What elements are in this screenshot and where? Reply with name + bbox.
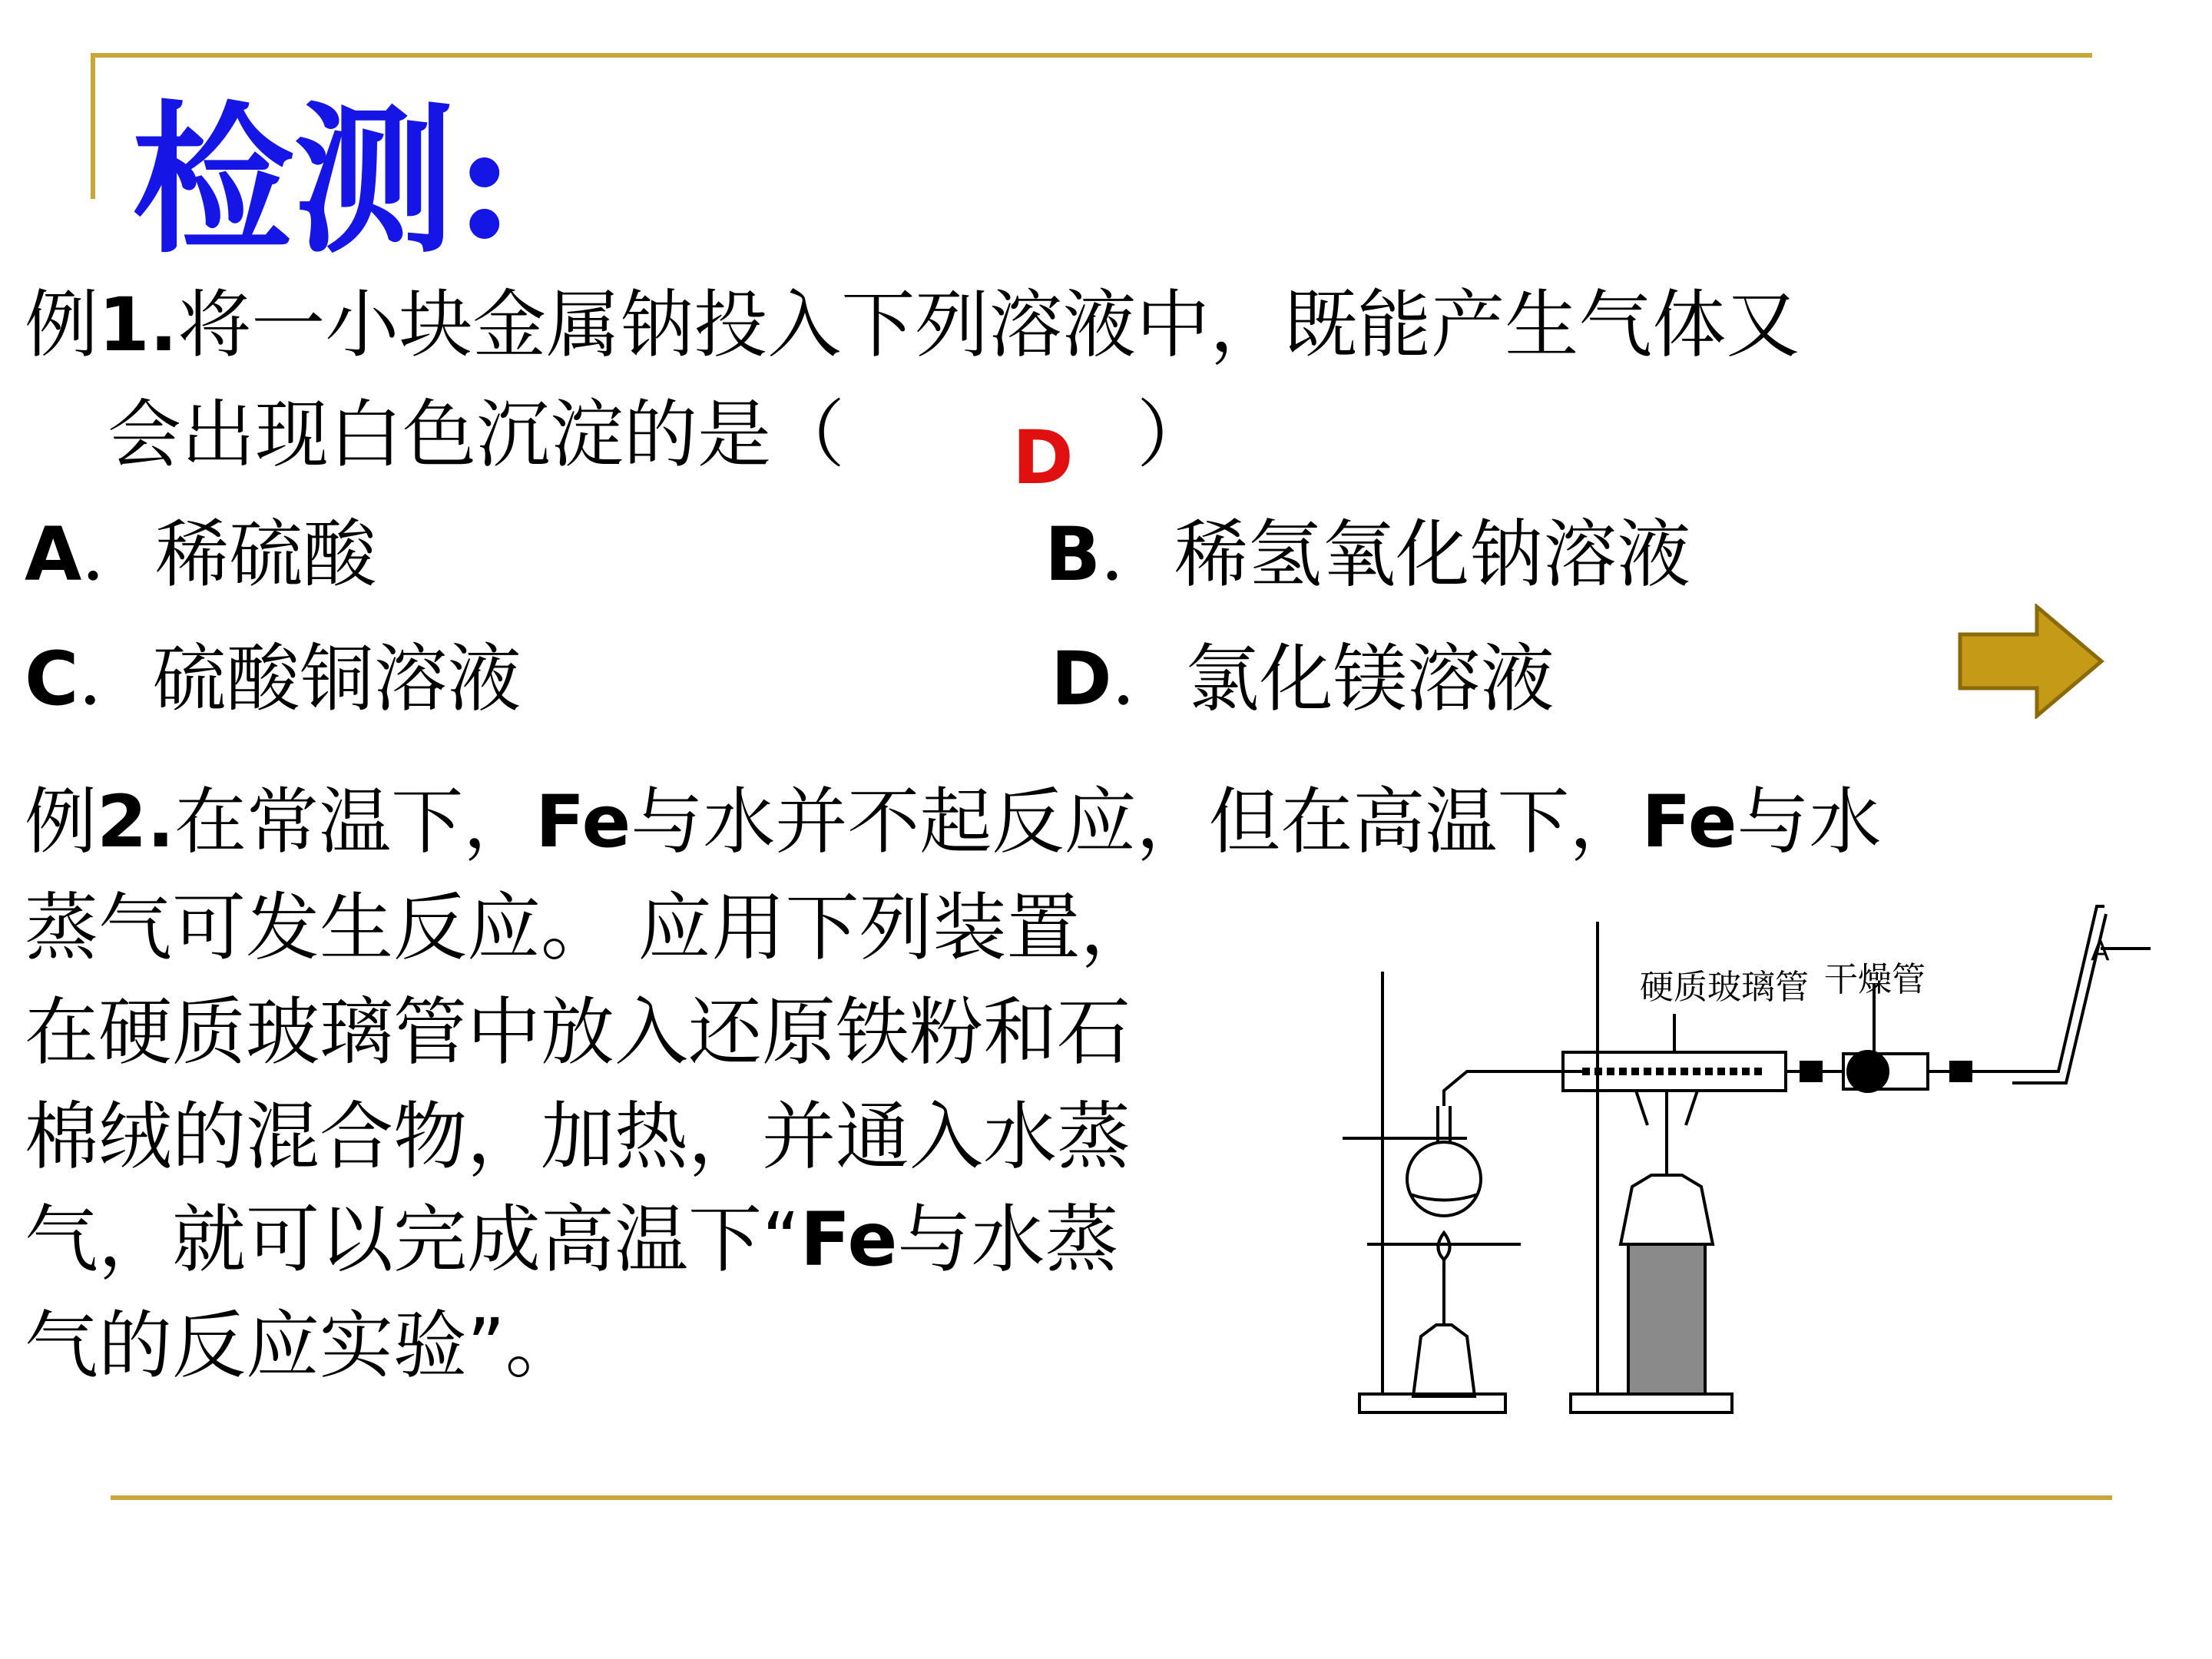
q2-l5-a: 气，就可以完成高温下“ (25, 1197, 800, 1283)
q2-line4: 棉绒的混合物，加热，并通入水蒸 (25, 1094, 1131, 1180)
q2-l5-fe: Fe (800, 1197, 898, 1283)
q2-line5 (25, 1197, 1119, 1283)
q2-line1 (25, 780, 1882, 864)
right-lamp (1621, 1175, 1713, 1244)
gray-block (1628, 1244, 1705, 1394)
q2-line3: 在硬质玻璃管中放入还原铁粉和石 (25, 989, 1131, 1075)
option-d (1051, 636, 1555, 722)
label-drying-tube: 干燥管 (1824, 960, 1926, 999)
slide-title: 检测: (132, 85, 515, 275)
option-b-letter: B (1045, 512, 1101, 598)
label-a: A (2091, 935, 2110, 967)
round-flask (1407, 1142, 1481, 1216)
q2-text-a: 在常温下， (174, 780, 536, 864)
next-arrow-icon[interactable] (1957, 604, 2106, 719)
q1-text-1: 将一小块金属钠投入下列溶液中，既能产生气体又 (177, 282, 1800, 368)
q1-text-2: 会出现白色沉淀的是（ (108, 392, 845, 478)
q2-fe-2: Fe (1641, 780, 1737, 864)
option-a-letter: A (25, 512, 82, 598)
q1-close-paren: ） (1137, 392, 1210, 478)
q2-fe-1: Fe (535, 780, 631, 864)
q2-text-c: 与水 (1737, 780, 1882, 864)
q2-line6: 气的反应实验”。 (25, 1303, 579, 1389)
q1-line1 (25, 282, 1800, 368)
option-c-text: ．硫酸铜溶液 (78, 636, 522, 722)
right-stand-base (1571, 1394, 1732, 1412)
q1-line2 (108, 392, 845, 478)
top-rule (91, 53, 2092, 58)
apparatus-diagram (1336, 883, 2151, 1429)
label-hard-glass-tube: 硬质玻璃管 (1640, 968, 1809, 1007)
bottom-rule (111, 1495, 2112, 1500)
option-b (1045, 512, 1691, 598)
left-lamp (1413, 1325, 1475, 1396)
q2-number: 2. (97, 780, 175, 864)
q2-l5-b: 与水蒸 (897, 1197, 1119, 1283)
option-b-text: ．稀氢氧化钠溶液 (1101, 512, 1691, 598)
left-rule (91, 53, 95, 199)
option-a-text: ．稀硫酸 (81, 512, 377, 598)
option-c (25, 636, 522, 722)
q2-text-b: 与水并不起反应，但在高温下， (631, 780, 1642, 864)
q2-prefix: 例 (25, 780, 98, 864)
q1-answer: D (1012, 415, 1074, 501)
q1-prefix: 例 (25, 282, 98, 368)
q1-number: 1. (98, 282, 178, 368)
option-a (25, 512, 377, 598)
option-d-letter: D (1051, 636, 1112, 722)
q2-line2: 蒸气可发生反应。 应用下列装置， (25, 885, 1154, 971)
option-d-text: ．氯化镁溶液 (1111, 636, 1555, 722)
option-c-letter: C (25, 636, 79, 722)
